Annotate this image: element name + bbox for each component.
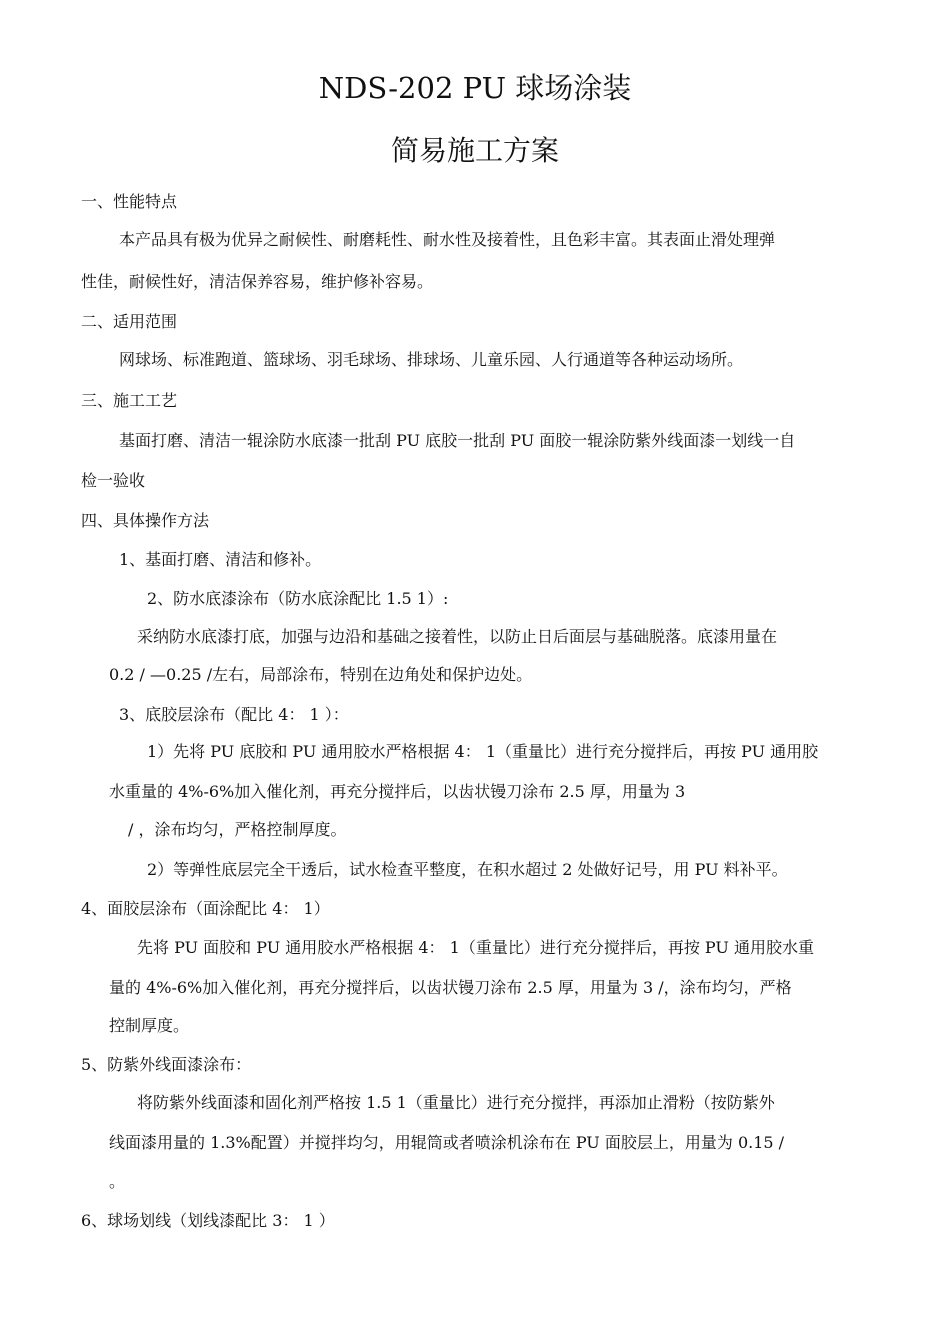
paragraph-line: 将防紫外线面漆和固化剂严格按 1.5 1（重量比）进行充分搅拌，再添加止滑粉（按防紫外 [137,1093,775,1112]
section-heading-2: 二、适用范围 [81,312,178,331]
section-heading-1: 一、性能特点 [81,192,178,211]
paragraph-line: 采纳防水底漆打底，加强与边沿和基础之接着性，以防止日后面层与基础脱落。底漆用量在 [137,627,778,646]
step-heading-6: 6、球场划线（划线漆配比 3： 1 ） [81,1211,335,1230]
document-subtitle: 简易施工方案 [390,134,559,167]
document-title: NDS-202 PU 球场涂装 [318,71,632,105]
paragraph-line: 。 [109,1172,126,1191]
paragraph-line: 量的 4%-6%加入催化剂，再充分搅拌后，以齿状镘刀涂布 2.5 厚，用量为 3 /，涂布均匀，严格 [109,978,792,997]
step-heading-5: 5、防紫外线面漆涂布： [81,1055,252,1074]
paragraph-line: 先将 PU 面胶和 PU 通用胶水严格根据 4： 1（重量比）进行充分搅拌后，再按 PU 通用胶水重 [137,938,814,957]
paragraph-line: / ，涂布均匀，严格控制厚度。 [128,820,347,839]
paragraph-line: 控制厚度。 [109,1016,190,1035]
paragraph-line: 本产品具有极为优异之耐候性、耐磨耗性、耐水性及接着性，且色彩丰富。其表面止滑处理弹 [119,230,776,249]
paragraph-line: 检一验收 [81,471,146,490]
paragraph-line: 0.2 / —0.25 /左右，局部涂布，特别在边角处和保护边处。 [109,665,533,684]
paragraph-line: 网球场、标准跑道、篮球场、羽毛球场、排球场、儿童乐园、人行通道等各种运动场所。 [119,350,744,369]
paragraph-line: 1）先将 PU 底胶和 PU 通用胶水严格根据 4： 1（重量比）进行充分搅拌后，再按 PU 通用胶 [147,742,819,761]
step-heading-4: 4、面胶层涂布（面涂配比 4： 1） [81,899,330,918]
paragraph-line: 线面漆用量的 1.3%配置）并搅拌均匀，用辊筒或者喷涂机涂布在 PU 面胶层上，用量为 0.15 / [109,1133,785,1152]
step-line: 2、防水底漆涂布（防水底涂配比 1.5 1）: [147,589,449,608]
paragraph-line: 性佳，耐候性好，清洁保养容易，维护修补容易。 [81,272,434,291]
paragraph-line: 水重量的 4%-6%加入催化剂，再充分搅拌后，以齿状镘刀涂布 2.5 厚，用量为 3 [109,782,686,801]
paragraph-line: 基面打磨、清洁一辊涂防水底漆一批刮 PU 底胶一批刮 PU 面胶一辊涂防紫外线面漆一划线一自 [119,431,796,450]
step-line: 1、基面打磨、清洁和修补。 [119,550,322,569]
section-heading-3: 三、施工工艺 [81,391,178,410]
paragraph-line: 2）等弹性底层完全干透后，试水检查平整度，在积水超过 2 处做好记号，用 PU 料补平。 [147,860,788,879]
section-heading-4: 四、具体操作方法 [81,511,210,530]
step-line: 3、底胶层涂布（配比 4： 1 ）： [119,705,349,724]
